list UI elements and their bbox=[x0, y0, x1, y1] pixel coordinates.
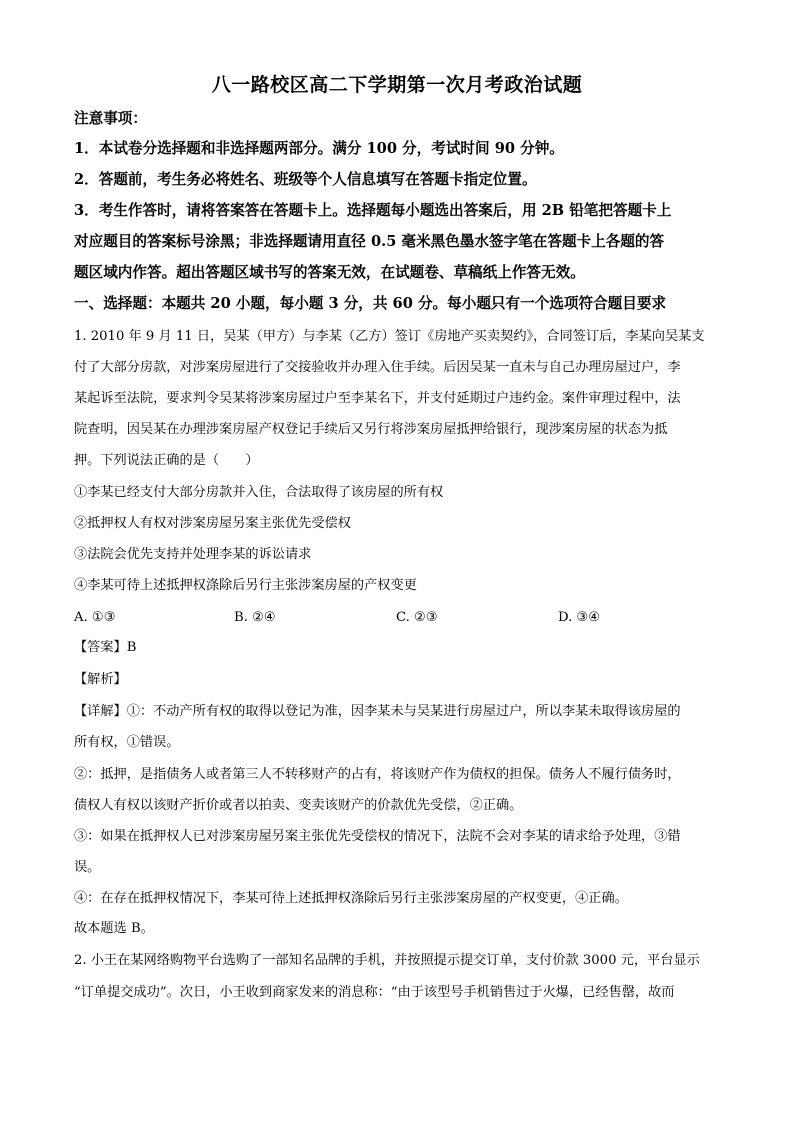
q1-statement-3: ③法院会优先支持并处理李某的诉讼请求 bbox=[74, 547, 312, 562]
notice-item-2: 2．答题前，考生务必将姓名、班级等个人信息填写在答题卡指定位置。 bbox=[74, 171, 537, 188]
q1-stem-line: 付了大部分房款，对涉案房屋进行了交接验收并办理入住手续。后因吴某一直未与自己办理房屋过户，李 bbox=[74, 360, 681, 375]
q2-stem-line: 2. 小王在某网络购物平台选购了一部知名品牌的手机，并按照提示提交订单，支付价款 3000 元，平台显示 bbox=[74, 953, 700, 968]
page-title: 八一路校区高二下学期第一次月考政治试题 bbox=[211, 74, 583, 96]
q1-detail-line: ②：抵押，是指债务人或者第三人不转移财产的占有，将该财产作为债权的担保。债务人不履行债务时， bbox=[74, 767, 681, 782]
notice-heading: 注意事项： bbox=[74, 110, 147, 127]
q1-statement-2: ②抵押权人有权对涉案房屋另案主张优先受偿权 bbox=[74, 516, 351, 531]
q1-option-d: D. ③④ bbox=[558, 610, 601, 625]
q1-option-b: B. ②④ bbox=[234, 610, 276, 625]
notice-item-3-end: 题区域内作答。超出答题区域书写的答案无效，在试题卷、草稿纸上作答无效。 bbox=[74, 264, 585, 281]
q1-statement-4: ④李某可待上述抵押权涤除后另行主张涉案房屋的产权变更 bbox=[74, 578, 417, 593]
notice-item-3-cont: 对应题目的答案标号涂黑；非选择题请用直径 0.5 毫米黑色墨水签字笔在答题卡上各题的答 bbox=[74, 233, 665, 250]
q1-statement-1: ①李某已经支付大部分房款并入住，合法取得了该房屋的所有权 bbox=[74, 485, 444, 500]
q1-detail-line: ③：如果在抵押权人已对涉案房屋另案主张优先受偿权的情况下，法院不会对李某的请求给予处理，③错 bbox=[74, 829, 681, 844]
notice-item-3: 3．考生作答时，请将答案答在答题卡上。选择题每小题选出答案后，用 2B 铅笔把答题卡上 bbox=[74, 202, 672, 219]
q1-detail-line: ④：在存在抵押权情况下，李某可待上述抵押权涤除后另行主张涉案房屋的产权变更，④正确。 bbox=[74, 891, 628, 906]
q1-answer: 【答案】B bbox=[74, 640, 137, 655]
q1-option-c: C. ②③ bbox=[396, 610, 438, 625]
q2-stem-line: “订单提交成功”。次日，小王收到商家发来的消息称：“由于该型号手机销售过于火爆，已经售罄，故而 bbox=[74, 985, 675, 1000]
q1-detail-line: 债权人有权以该财产折价或者以拍卖、变卖该财产的价款优先受偿，②正确。 bbox=[74, 798, 523, 813]
section-heading: 一、选择题：本题共 20 小题，每小题 3 分，共 60 分。每小题只有一个选项符合题目要求 bbox=[74, 295, 667, 312]
q1-detail-line: 所有权，①错误。 bbox=[74, 735, 180, 750]
notice-item-1: 1．本试卷分选择题和非选择题两部分。满分 100 分，考试时间 90 分钟。 bbox=[74, 140, 564, 157]
q1-stem-line: 1. 2010 年 9 月 11 日，吴某（甲方）与李某（乙方）签订《房地产买卖契约》，合同签订后，李某向吴某支 bbox=[74, 329, 705, 344]
q1-detail-line: 【详解】①：不动产所有权的取得以登记为准，因李某未与吴某进行房屋过户，所以李某未取得该房屋的 bbox=[74, 704, 681, 719]
q1-detail-line: 误。 bbox=[74, 860, 101, 875]
q1-stem-line: 押。下列说法正确的是（ ） bbox=[74, 453, 259, 468]
q1-analysis-label: 【解析】 bbox=[74, 672, 127, 687]
q1-stem-line: 院查明，因吴某在办理涉案房屋产权登记手续后又另行将涉案房屋抵押给银行，现涉案房屋的状态为抵 bbox=[74, 422, 668, 437]
q1-conclusion: 故本题选 B。 bbox=[74, 921, 154, 936]
q1-stem-line: 某起诉至法院，要求判令吴某将涉案房屋过户至李某名下，并支付延期过户违约金。案件审理过程中，法 bbox=[74, 391, 681, 406]
q1-option-a: A. ①③ bbox=[74, 610, 116, 625]
